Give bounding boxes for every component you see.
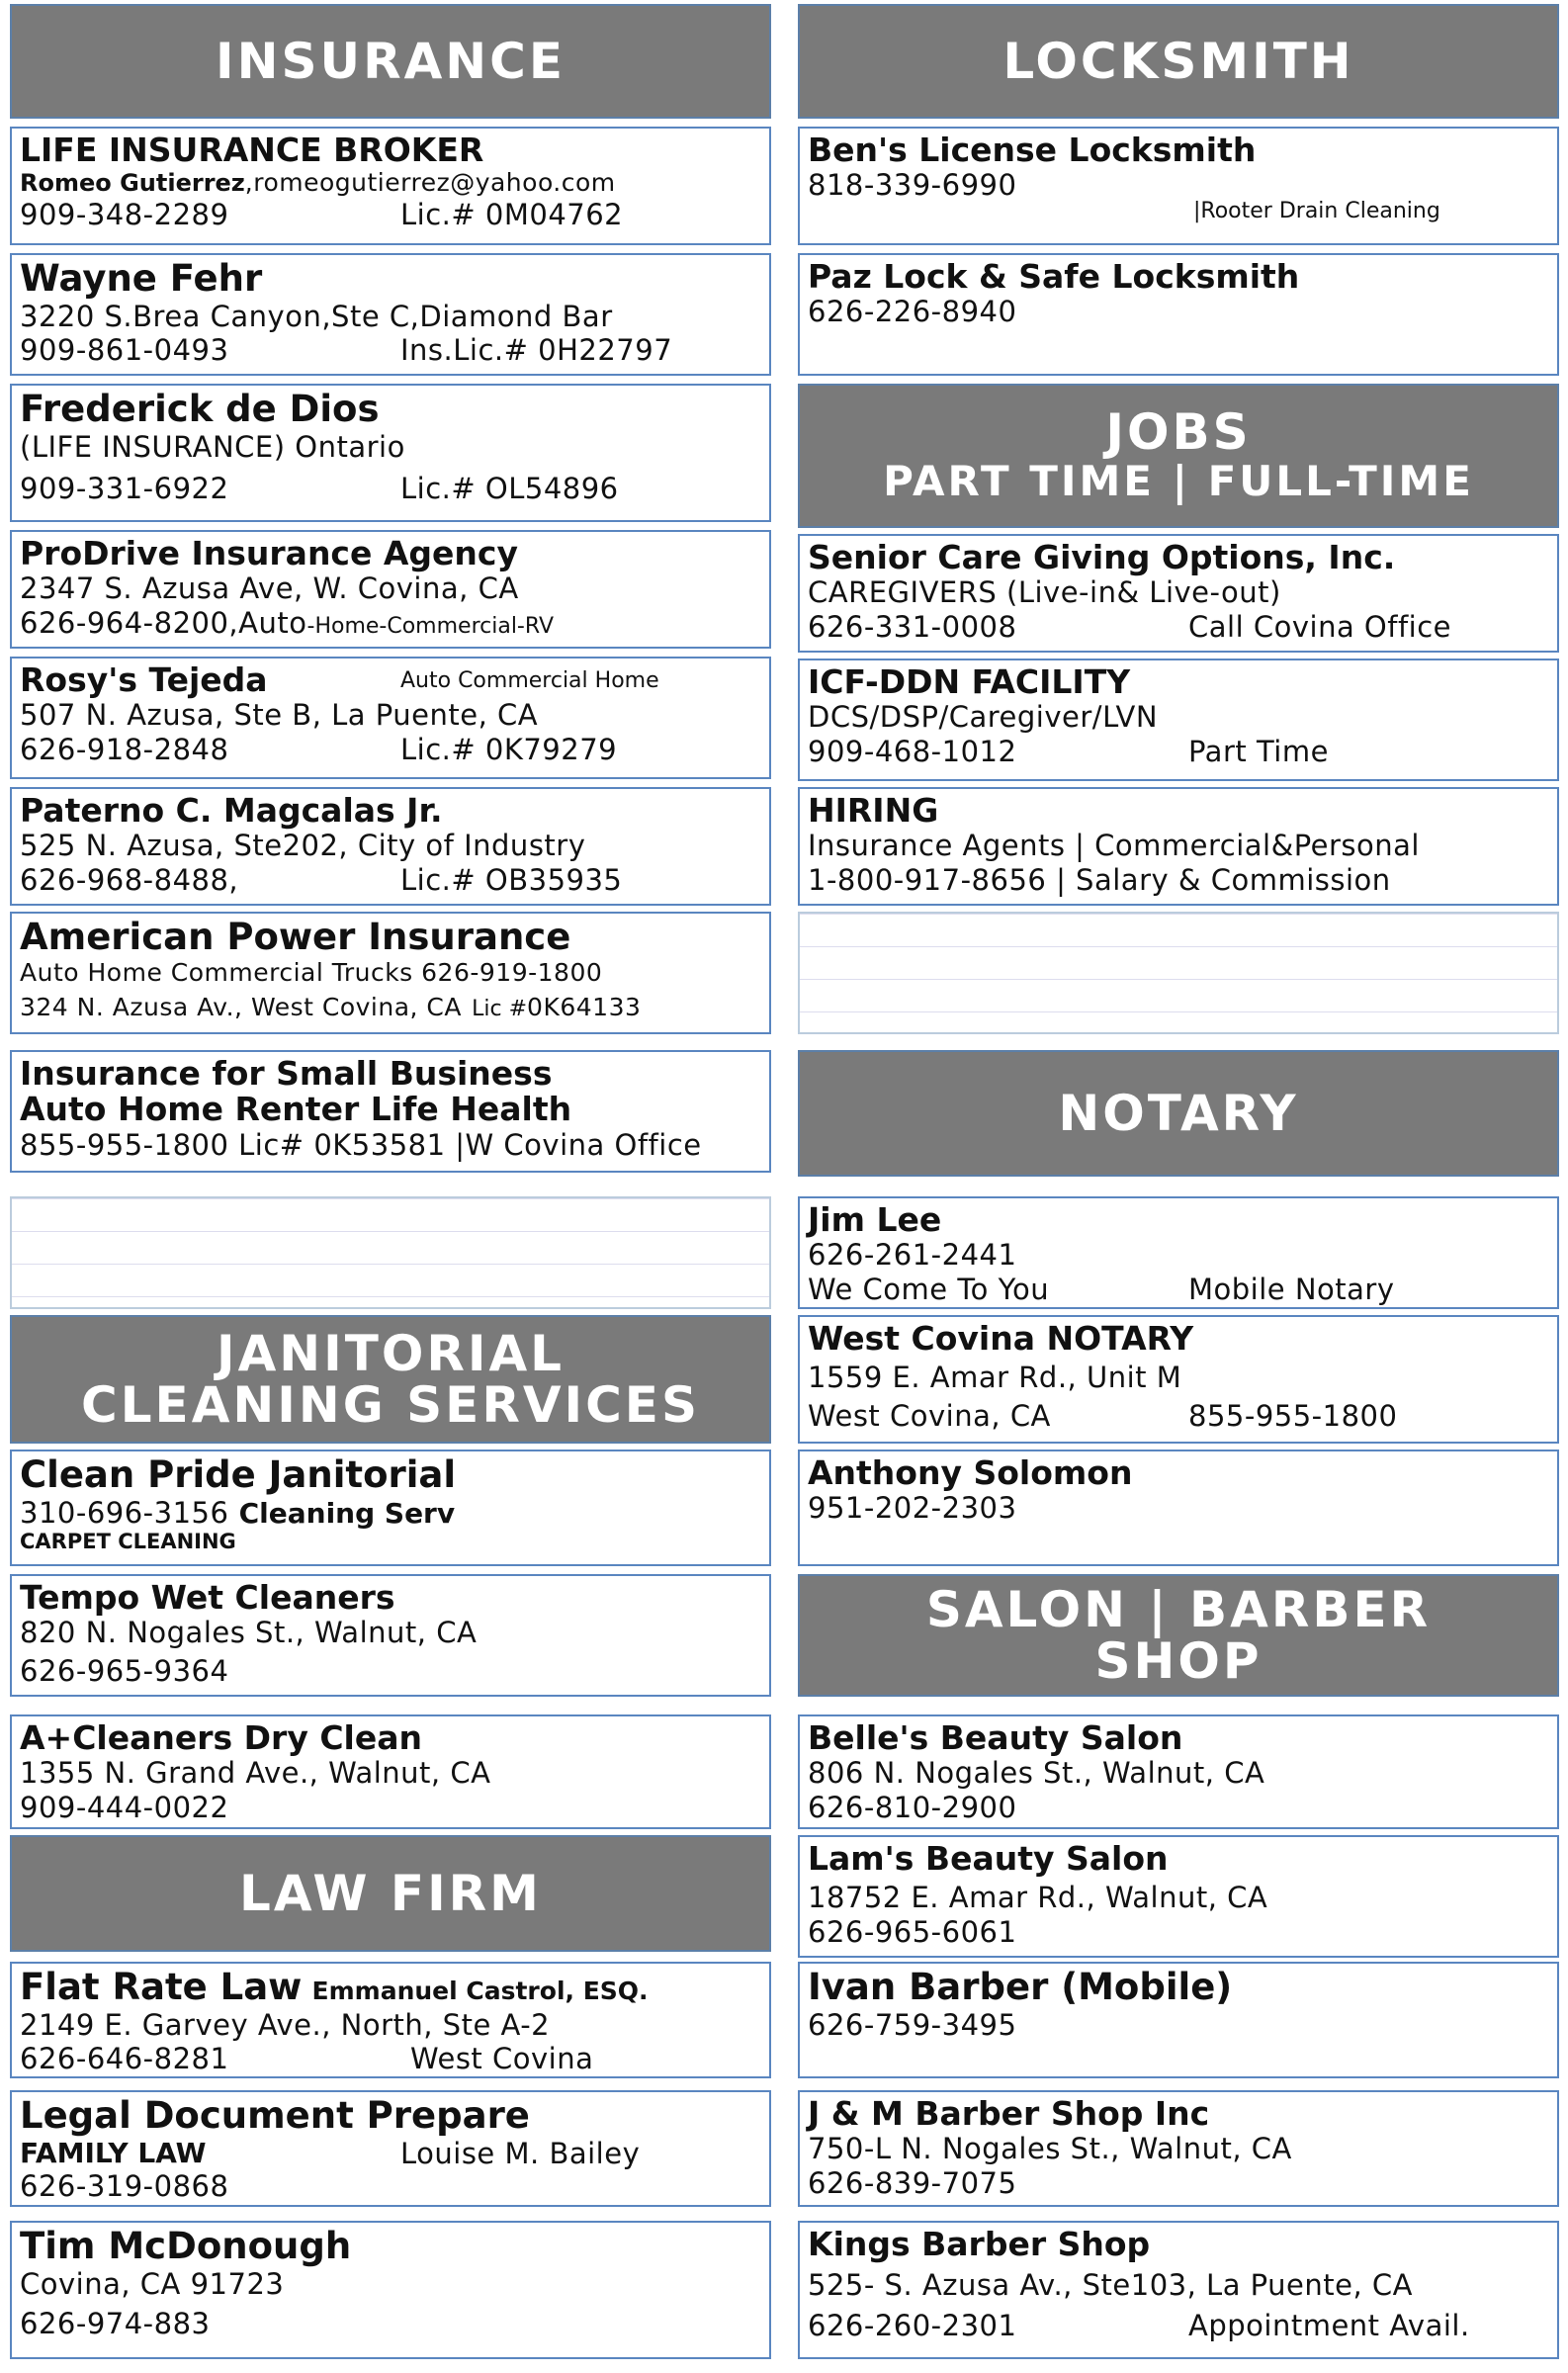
- listing-prodrive: [10, 530, 771, 649]
- listing-license: 0K64133: [527, 993, 642, 1022]
- listing-paz-lock: [798, 253, 1559, 376]
- listing-note: We Come To You: [808, 1272, 1050, 1306]
- listing-phone[interactable]: 626-260-2301: [808, 2308, 1017, 2342]
- listing-name: Wayne Fehr: [20, 257, 263, 300]
- listing-name: Kings Barber Shop: [808, 2225, 1151, 2263]
- listing-phone[interactable]: 909-348-2289: [20, 197, 229, 231]
- listing-positions: DCS/DSP/Caregiver/LVN: [808, 700, 1159, 735]
- listing-license: Lic.# 0K79279: [400, 732, 618, 766]
- listing-address: 820 N. Nogales St., Walnut, CA: [20, 1616, 478, 1650]
- listing-name: Clean Pride Janitorial: [20, 1453, 457, 1496]
- listing-name: Paz Lock & Safe Locksmith: [808, 257, 1300, 296]
- listing-name: Tempo Wet Cleaners: [20, 1578, 395, 1617]
- listing-address: 1355 N. Grand Ave., Walnut, CA: [20, 1756, 491, 1791]
- insurance-header: [10, 4, 771, 119]
- listing-name: Frederick de Dios: [20, 388, 380, 430]
- listing-name: Insurance for Small Business: [20, 1054, 553, 1093]
- listing-kings-barber: [798, 2221, 1559, 2359]
- listing-name: Senior Care Giving Options, Inc.: [808, 538, 1396, 576]
- listing-city: West Covina: [410, 2041, 594, 2075]
- listing-name: LIFE INSURANCE BROKER: [20, 131, 484, 169]
- listing-hiring: [798, 787, 1559, 906]
- listing-name: American Power Insurance: [20, 916, 571, 958]
- listing-legal-document: [10, 2090, 771, 2207]
- listing-anthony-solomon: [798, 1450, 1559, 1566]
- notary-header: [798, 1050, 1559, 1177]
- listing-address: 1559 E. Amar Rd., Unit M: [808, 1361, 1182, 1395]
- notary-header-title: NOTARY: [1058, 1084, 1299, 1142]
- listing-phone[interactable]: 909-861-0493: [20, 332, 229, 367]
- listing-name: West Covina NOTARY: [808, 1319, 1194, 1358]
- listing-address: Covina, CA 91723: [20, 2266, 285, 2301]
- listing-name: Rosy's Tejeda: [20, 660, 268, 699]
- listing-name: ICF-DDN FACILITY: [808, 662, 1131, 701]
- listing-phone[interactable]: 626-759-3495: [808, 2007, 1017, 2042]
- listing-phone[interactable]: 626-646-8281: [20, 2041, 229, 2075]
- listing-phone[interactable]: 909-468-1012: [808, 734, 1017, 768]
- listing-west-covina-notary: [798, 1315, 1559, 1444]
- listing-senior-care: [798, 534, 1559, 653]
- law-firm-header: [10, 1835, 771, 1952]
- listing-note: Call Covina Office: [1188, 609, 1452, 644]
- listing-address: 2347 S. Azusa Ave, W. Covina, CA: [20, 571, 519, 606]
- listing-address: 2149 E. Garvey Ave., North, Ste A-2: [20, 2007, 551, 2042]
- listing-name: Ben's License Locksmith: [808, 131, 1257, 169]
- listing-address: 3220 S.Brea Canyon,Ste C,Diamond Bar: [20, 299, 613, 333]
- listing-phone[interactable]: 626-965-9364: [20, 1653, 229, 1688]
- listing-license-label: Lic #: [472, 997, 528, 1022]
- salon-header: [798, 1574, 1559, 1697]
- jobs-header-line2: PART TIME | FULL-TIME: [883, 457, 1474, 506]
- listing-clean-pride: [10, 1450, 771, 1566]
- listing-phone[interactable]: 951-202-2303: [808, 1491, 1017, 1526]
- listing-phone[interactable]: 626-968-8488,: [20, 862, 239, 897]
- listing-name: Lam's Beauty Salon: [808, 1839, 1169, 1878]
- listing-american-power: [10, 912, 771, 1034]
- listing-positions: CAREGIVERS (Live-in& Live-out): [808, 575, 1281, 610]
- listing-note: Part Time: [1188, 734, 1329, 768]
- listing-services: Mobile Notary: [1188, 1272, 1395, 1306]
- listing-name: Tim McDonough: [20, 2225, 352, 2267]
- empty-slot: [10, 1196, 771, 1309]
- insurance-header-title: INSURANCE: [216, 32, 566, 90]
- listing-attorney: Emmanuel Castrol, ESQ.: [311, 1977, 649, 2005]
- janitorial-header-line1: JANITORIAL: [216, 1324, 566, 1382]
- listing-services: Auto Commercial Home: [400, 668, 659, 693]
- salon-header-line2: SHOP: [1094, 1632, 1263, 1690]
- listing-phone[interactable]: 855-955-1800: [1188, 1398, 1398, 1433]
- listing-phone[interactable]: 626-261-2441: [808, 1238, 1017, 1273]
- listing-belles-beauty: [798, 1714, 1559, 1829]
- listing-name: HIRING: [808, 791, 939, 830]
- listing-phone[interactable]: 626-319-0868: [20, 2168, 229, 2203]
- listing-name: Legal Document Prepare: [20, 2094, 530, 2137]
- janitorial-header: [10, 1315, 771, 1444]
- janitorial-header-line2: CLEANING SERVICES: [81, 1376, 700, 1434]
- listing-bens-locksmith: [798, 127, 1559, 245]
- listing-name: Anthony Solomon: [808, 1453, 1133, 1492]
- listing-phone[interactable]: 626-974-883: [20, 2306, 211, 2340]
- listing-phone[interactable]: 855-955-1800 Lic# 0K53581 |W Covina Office: [20, 1127, 702, 1162]
- listing-rosys-tejeda: [10, 657, 771, 779]
- listing-license: Lic.# 0M04762: [400, 197, 624, 231]
- listing-services-more: CARPET CLEANING: [20, 1529, 236, 1553]
- listing-name: ProDrive Insurance Agency: [20, 534, 518, 572]
- listing-email[interactable]: ,romeogutierrez@yahoo.com: [244, 168, 616, 198]
- listing-phone[interactable]: 626-839-7075: [808, 2165, 1017, 2200]
- listing-phone[interactable]: 626-331-0008: [808, 609, 1017, 644]
- listing-services-more: -Home-Commercial-RV: [306, 613, 554, 639]
- listing-services: FAMILY LAW: [20, 2136, 207, 2169]
- listing-phone[interactable]: 818-339-6990: [808, 168, 1017, 203]
- listing-services: |Rooter Drain Cleaning: [1193, 198, 1440, 223]
- listing-lams-beauty: [798, 1835, 1559, 1958]
- listing-tim-mcdonough: [10, 2221, 771, 2359]
- listing-license: Lic.# OL54896: [400, 471, 619, 505]
- listing-aplus-cleaners: [10, 1714, 771, 1829]
- listing-subtitle: Auto Home Renter Life Health: [20, 1090, 572, 1129]
- listing-phone[interactable]: 909-444-0022: [20, 1790, 229, 1824]
- listing-phone[interactable]: 626-918-2848: [20, 732, 229, 766]
- listing-name: A+Cleaners Dry Clean: [20, 1718, 422, 1757]
- listing-jm-barber: [798, 2090, 1559, 2207]
- listing-wayne-fehr: [10, 253, 771, 376]
- listing-icf-ddn: [798, 659, 1559, 781]
- listing-name: Jim Lee: [808, 1200, 942, 1239]
- listing-address: 806 N. Nogales St., Walnut, CA: [808, 1756, 1265, 1791]
- listing-contact-name: Louise M. Bailey: [400, 2136, 641, 2170]
- law-firm-header-title: LAW FIRM: [239, 1864, 542, 1922]
- listing-small-business: [10, 1050, 771, 1173]
- listing-flat-rate-law: [10, 1962, 771, 2078]
- listing-name: J & M Barber Shop Inc: [808, 2094, 1210, 2133]
- listing-address: 750-L N. Nogales St., Walnut, CA: [808, 2132, 1292, 2166]
- listing-life-insurance-broker: [10, 127, 771, 245]
- listing-address: 324 N. Azusa Av., West Covina, CA: [20, 993, 462, 1022]
- listing-address: 525- S. Azusa Av., Ste103, La Puente, CA: [808, 2268, 1413, 2303]
- listing-name: Ivan Barber (Mobile): [808, 1966, 1233, 2008]
- listing-frederick-de-dios: [10, 384, 771, 522]
- jobs-header: [798, 384, 1559, 528]
- salon-header-line1: SALON | BARBER: [925, 1580, 1432, 1638]
- locksmith-header: [798, 4, 1559, 119]
- listing-license: Lic.# OB35935: [400, 862, 623, 897]
- locksmith-header-title: LOCKSMITH: [1002, 32, 1354, 90]
- listing-phone[interactable]: 626-964-8200,: [20, 605, 239, 640]
- listing-positions: Insurance Agents | Commercial&Personal: [808, 829, 1420, 863]
- listing-services: Auto: [238, 605, 307, 640]
- listing-address: (LIFE INSURANCE) Ontario: [20, 429, 405, 464]
- listing-phone[interactable]: 1-800-917-8656 | Salary & Commission: [808, 862, 1391, 897]
- listing-license: Ins.Lic.# 0H22797: [400, 332, 673, 367]
- listing-address: 525 N. Azusa, Ste202, City of Industry: [20, 829, 586, 863]
- listing-city: West Covina, CA: [808, 1398, 1051, 1433]
- listing-name: Flat Rate Law: [20, 1966, 303, 2008]
- empty-slot: [798, 912, 1559, 1034]
- jobs-header-line1: JOBS: [1105, 402, 1252, 461]
- listing-phone[interactable]: 909-331-6922: [20, 471, 229, 505]
- listing-name: Paterno C. Magcalas Jr.: [20, 791, 443, 830]
- listing-tempo-wet-cleaners: [10, 1574, 771, 1697]
- listing-services: Auto Home Commercial Trucks 626-919-1800: [20, 957, 603, 987]
- listing-note: Appointment Avail.: [1188, 2308, 1470, 2342]
- listing-phone[interactable]: 310-696-3156: [20, 1495, 229, 1530]
- listing-contact-name: Romeo Gutierrez: [20, 169, 245, 198]
- listing-phone[interactable]: 626-226-8940: [808, 295, 1017, 329]
- listing-ivan-barber: [798, 1962, 1559, 2078]
- listing-name: Belle's Beauty Salon: [808, 1718, 1183, 1757]
- listing-phone[interactable]: 626-810-2900: [808, 1790, 1017, 1824]
- listing-address: 18752 E. Amar Rd., Walnut, CA: [808, 1881, 1268, 1915]
- listing-paterno-magcalas: [10, 787, 771, 906]
- listing-jim-lee: [798, 1196, 1559, 1309]
- listing-services: Cleaning Serv: [238, 1496, 456, 1530]
- listing-address: 507 N. Azusa, Ste B, La Puente, CA: [20, 698, 539, 733]
- listing-phone[interactable]: 626-965-6061: [808, 1914, 1017, 1949]
